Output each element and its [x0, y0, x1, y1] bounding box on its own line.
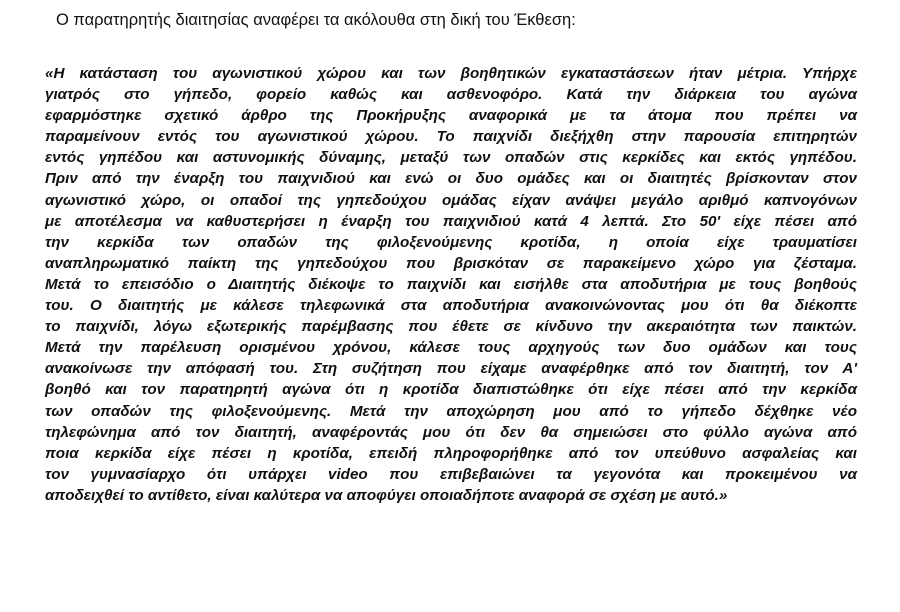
quote-line: αναπληρωματικό παίκτη της γηπεδούχου που βρισκόταν σε παρακείμενο χώρο για ζέσταμα. — [45, 254, 857, 272]
quote-line: Πριν από την έναρξη του παιχνιδιού και ενώ οι δυο ομάδες και οι διαιτητές βρίσκονταν στον — [45, 170, 857, 188]
quote-line: του. Ο διαιτητής με κάλεσε τηλεφωνικά στα αποδυτήρια ανακοινώνοντας μου ότι θα διέκοπτε — [45, 297, 857, 315]
quote-line: ποια κερκίδα είχε πέσει η κροτίδα, επειδή πληροφορήθηκε από τον υπεύθυνο ασφαλείας και — [45, 444, 857, 462]
quoted-report — [45, 63, 857, 506]
quote-line: την κερκίδα των οπαδών της φιλοξενούμενης κροτίδα, η οποία είχε τραυματίσει — [45, 233, 857, 251]
quote-line: γιατρός στο γήπεδο, φορείο καθώς και ασθενοφόρο. Κατά την διάρκεια του αγώνα — [45, 86, 857, 104]
quote-line: τον γυμνασίαρχο ότι υπάρχει video που επιβεβαιώνει τα γεγονότα και προκειμένου να — [45, 465, 857, 483]
quote-line: «Η κατάσταση του αγωνιστικού χώρου και των βοηθητικών εγκαταστάσεων ήταν μέτρια. Υπήρχε — [45, 65, 857, 82]
quote-line: αποδειχθεί το αντίθετο, είναι καλύτερα να αποφύγει οποιαδήποτε αναφορά σε σχέση με αυτό.» — [45, 486, 728, 504]
quote-line: Μετά το επεισόδιο ο Διαιτητής διέκοψε το παιχνίδι και εισήλθε στα αποδυτήρια με τους βοηθούς — [45, 275, 857, 293]
quote-line: Μετά την παρέλευση ορισμένου χρόνου, κάλεσε τους αρχηγούς των δυο ομάδων και τους — [45, 339, 857, 357]
quote-line: εντός γηπέδου και αστυνομικής δύναμης, μεταξύ των οπαδών στις κερκίδες και εκτός γηπέδου. — [45, 149, 857, 167]
intro-sentence: Ο παρατηρητής διαιτησίας αναφέρει τα ακόλουθα στη δική του Έκθεση: — [56, 11, 576, 29]
quote-line: το παιχνίδι, λόγω εξωτερικής παρέμβασης που έθετε σε κίνδυνο την ακεραιότητα των παικτών. — [45, 318, 857, 336]
quote-line: εφαρμόστηκε σχετικό άρθρο της Προκήρυξης αναφορικά με τα άτομα που πρέπει να — [45, 107, 857, 125]
quote-line: βοηθό και τον παρατηρητή αγώνα ότι η κροτίδα διαπιστώθηκε ότι είχε πέσει από την κερκίδα — [45, 381, 857, 399]
quote-line: τηλεφώνημα από τον διαιτητή, αναφέροντάς μου ότι δεν θα σημειώσει στο φύλλο αγώνα από — [45, 423, 857, 441]
quote-line: με αποτέλεσμα να καθυστερήσει η έναρξη του παιχνιδιού κατά 4 λεπτά. Στο 50' είχε πέσει από — [45, 212, 857, 230]
quote-line: παραμείνουν εντός του αγωνιστικού χώρου. Το παιχνίδι διεξήχθη στην παρουσία επιτηρητών — [45, 128, 857, 146]
quote-line: ανακοίνωσε την απόφασή του. Στη συζήτηση που είχαμε αναφέρθηκε από τον διαιτητή, τον Α' — [45, 360, 857, 378]
quote-line: αγωνιστικό χώρο, οι οπαδοί της γηπεδούχου ομάδας είχαν ανάψει μεγάλο αριθμό καπνογόνων — [45, 191, 857, 209]
quote-line: των οπαδών της φιλοξενούμενης. Μετά την αποχώρηση μου από το γήπεδο δέχθηκε νέο — [45, 402, 857, 420]
